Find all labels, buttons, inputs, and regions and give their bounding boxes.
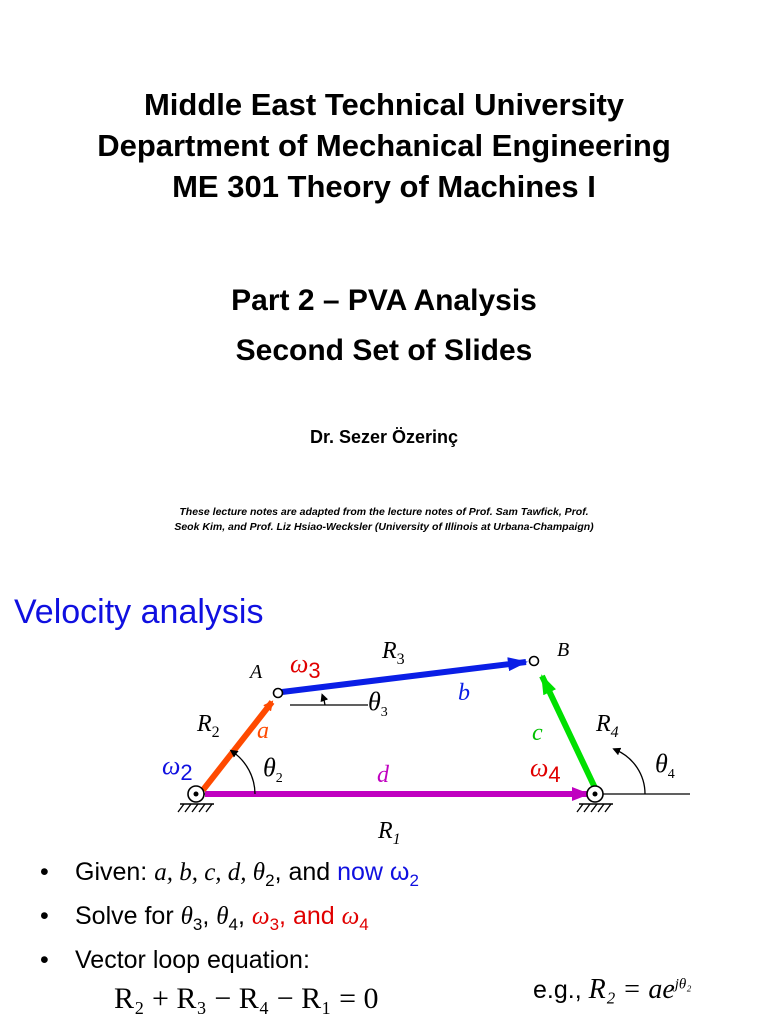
joint-a-pin <box>274 689 283 698</box>
link-b-label: b <box>458 680 470 706</box>
solve-omega4: ω <box>341 903 360 930</box>
part-name: Part 2 – PVA Analysis <box>231 284 537 317</box>
bullet-given: • Given: a, b, c, d, $\theta_2$, and now $\omega_2$ <box>40 858 419 890</box>
ground-pivot-left <box>178 786 214 812</box>
solve-omega3-subscript: 3 <box>269 915 280 934</box>
theta2-label: $\theta_2$ <box>263 753 283 786</box>
link-a <box>203 702 272 790</box>
theta3-label: $\theta_3$ <box>368 687 388 720</box>
acknowledgement-line-2: Seok Kim, and Prof. Liz Hsiao-Wecksler (University of Illinois at Urbana-Champaign) <box>174 521 594 533</box>
link-c-label: c <box>532 720 543 746</box>
solve-separator-2: , <box>238 902 252 930</box>
solve-theta3-subscript: 3 <box>192 915 203 934</box>
solve-omega3: ω <box>251 903 270 930</box>
acknowledgement-line-1: These lecture notes are adapted from the lecture notes of Prof. Sam Tawfick, Prof. <box>179 506 589 518</box>
example-prefix: e.g., <box>533 976 589 1004</box>
theta3-arc <box>323 697 325 705</box>
omega2-label: $\omega_2$ <box>162 751 193 785</box>
bullet-solve: • Solve for $\theta_3$, $\theta_4$, $\omega_3$, and $\omega_4$ <box>40 902 369 934</box>
solve-theta4-subscript: 4 <box>228 915 239 934</box>
omega3-label: $\omega_3$ <box>290 649 321 683</box>
university-name: Middle East Technical University <box>143 87 625 122</box>
r3-label: $R_3$ <box>382 638 405 668</box>
theta4-arc <box>616 750 645 794</box>
course-header <box>0 84 768 207</box>
r4-label: $R_4$ <box>596 711 619 741</box>
given-and: , and <box>274 858 338 886</box>
r1-label: $R_1$ <box>378 818 401 848</box>
given-now-omega: now ω <box>337 858 410 886</box>
joint-b-pin <box>530 657 539 666</box>
course-title: ME 301 Theory of Machines I <box>172 169 596 204</box>
solve-prefix: Solve for <box>75 902 181 930</box>
r2-label: $R_2$ <box>197 711 220 741</box>
acknowledgement <box>0 505 768 535</box>
point-b-label: B <box>557 639 570 661</box>
point-a-label: A <box>250 661 263 683</box>
given-now-omega-subscript: 2 <box>409 871 419 890</box>
slide-set-name: Second Set of Slides <box>235 334 533 367</box>
four-bar-linkage-diagram <box>0 630 768 852</box>
solve-theta3: θ <box>180 903 193 930</box>
vector-loop-equation: R₂ + R₃ − R₄ − R₁ = 0 <box>114 982 379 1015</box>
given-prefix: Given: <box>75 858 155 886</box>
author-name: Dr. Sezer Özerinç <box>309 427 459 447</box>
solve-theta4: θ <box>216 903 229 930</box>
part-title <box>0 276 768 376</box>
theta2-arc <box>233 752 255 794</box>
bullet-list <box>40 852 419 984</box>
solve-separator-1: , <box>202 902 217 930</box>
bullet-vector-loop: • Vector loop equation: <box>40 946 310 974</box>
vector-loop-label: Vector loop equation: <box>75 946 310 974</box>
example-equation <box>533 974 692 1006</box>
link-d-label: d <box>377 762 389 788</box>
example-expression: R₂ = ae <box>588 974 675 1005</box>
theta4-label: $\theta_4$ <box>655 749 675 782</box>
ground-pivot-right <box>577 786 613 812</box>
solve-omega4-subscript: 4 <box>359 915 369 934</box>
slide-heading: Velocity analysis <box>14 593 264 631</box>
given-variables: a, b, c, d, θ <box>154 859 266 886</box>
department-name: Department of Mechanical Engineering <box>97 128 671 163</box>
solve-and: , and <box>279 902 342 930</box>
example-exponent: jθ₂ <box>674 976 692 993</box>
given-theta-subscript: 2 <box>265 871 275 890</box>
omega4-label: $\omega_4$ <box>530 753 561 787</box>
link-a-label: a <box>257 718 269 744</box>
